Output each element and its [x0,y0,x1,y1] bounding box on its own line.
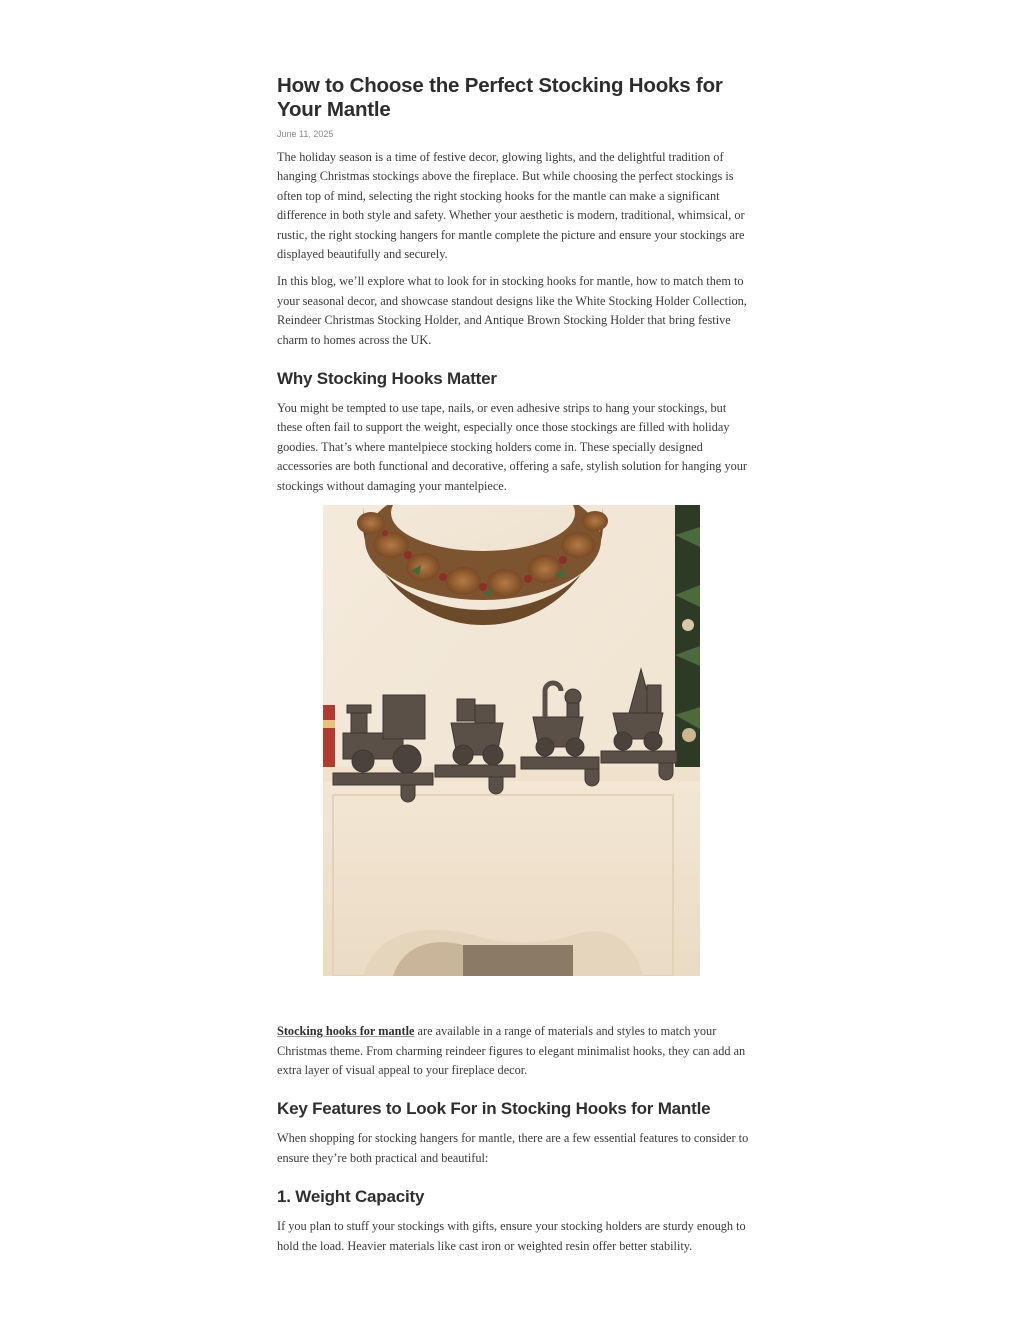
key-features-paragraph: When shopping for stocking hangers for mantle, there are a few essential features to consider to ensure they’re both practical and beautiful: [277,1131,749,1165]
article-title: How to Choose the Perfect Stocking Hooks for Your Mantle [277,74,723,121]
materials-paragraph [277,1022,749,1080]
intro-paragraph-2: In this blog, we’ll explore what to look for in stocking hooks for mantle, how to match them to your seasonal decor, and showcase standout designs like the White Stocking Holder Collection, Reindeer Christmas Stocking Holder, and Antique Brown Stocking Holder that bring festive charm to homes across the UK. [277,274,747,347]
heading-weight-capacity: 1. Weight Capacity [277,1187,425,1207]
article-date: June 11, 2025 [277,129,334,139]
stocking-holders-photo [323,505,700,976]
materials-paragraph-text: are available in a range of materials and styles to match your Christmas theme. From charming reindeer figures to elegant minimalist hooks, they can add an extra layer of visual appeal to your fireplace decor. [277,1024,746,1077]
heading-key-features: Key Features to Look For in Stocking Hooks for Mantle [277,1099,711,1119]
weight-capacity-paragraph: If you plan to stuff your stockings with gifts, ensure your stocking holders are sturdy enough to hold the load. Heavier materials like cast iron or weighted resin offer better stability. [277,1219,746,1253]
heading-why-stocking-hooks: Why Stocking Hooks Matter [277,369,497,389]
why-paragraph: You might be tempted to use tape, nails, or even adhesive strips to hang your stockings, but these often fail to support the weight, especially once those stockings are filled with holiday goodies. That’s where mantelpiece stocking holders come in. These specially designed accessories are both functional and decorative, offering a safe, stylish solution for hanging your stockings without damaging your mantelpiece. [277,401,747,493]
article [277,74,749,1256]
stocking-hooks-link[interactable]: Stocking hooks for mantle [277,1024,415,1039]
intro-paragraph-1: The holiday season is a time of festive decor, glowing lights, and the delightful tradition of hanging Christmas stockings above the fireplace. But while choosing the perfect stockings is often top of mind, selecting the right stocking hooks for the mantle can make a significant difference in both style and safety. Whether your aesthetic is modern, traditional, whimsical, or rustic, the right stocking hangers for mantle complete the picture and ensure your stockings are displayed beautifully and securely. [277,150,745,262]
